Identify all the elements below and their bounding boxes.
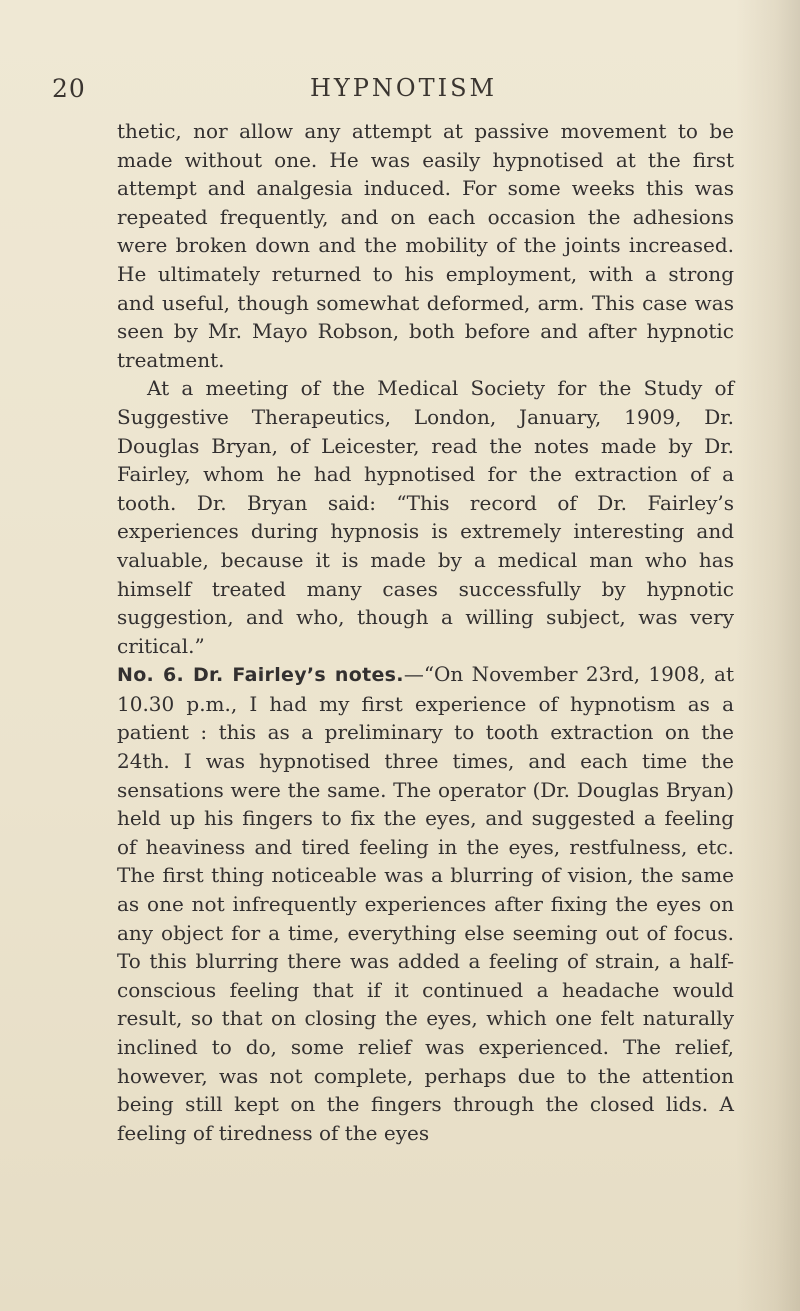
body-text (117, 117, 734, 1147)
section-label: No. 6. Dr. Fairley’s notes. (117, 664, 404, 687)
paragraph-fairley-notes-text: —“On November 23rd, 1908, at 10.30 p.m., I had my first experience of hypnotism as a patient : this as a preliminary to tooth extraction on the 24th. I was hypnotised three times, and each time the sensations were the same. The operator (Dr. Douglas Bryan) held up his fingers to fix the eyes, and suggested a feeling of heaviness and tired feeling in the eyes, restfulness, etc. The first thing noticeable was a blurring of vision, the same as one not infrequently experiences after fixing the eyes on any object for a time, everything else seeming out of focus. To this blurring there was added a feeling of strain, a half-conscious feeling that if it continued a headache would result, so that on closing the eyes, which one felt naturally inclined to do, some relief was experienced. The relief, however, was not complete, perhaps due to the attention being still kept on the fingers through the closed lids. A feeling of tiredness of the eyes (117, 662, 734, 1145)
paragraph-fairley-notes (117, 660, 734, 1147)
paragraph-case-continuation: thetic, nor allow any attempt at passive movement to be made without one. He was easily hypnotised at the first attempt and analgesia induced. For some weeks this was repeated frequently, and on each occasion the adhesions were broken down and the mobility of the joints increased. He ultimately returned to his employment, with a strong and useful, though somewhat deformed, arm. This case was seen by Mr. Mayo Robson, both before and after hypnotic treatment. (117, 119, 734, 372)
running-title: HYPNOTISM (310, 74, 498, 102)
paragraph-medical-society: At a meeting of the Medical Society for the Study of Suggestive Therapeutics, London, January, 1909, Dr. Douglas Bryan, of Leicester, read the notes made by Dr. Fairley, whom he had hypnotised for the extraction of a tooth. Dr. Bryan said: “This record of Dr. Fairley’s experiences during hypnosis is extremely interesting and valuable, because it is made by a medical man who has himself treated many cases successfully by hypnotic suggestion, and who, though a willing subject, was very critical.” (117, 376, 734, 658)
page-number: 20 (52, 74, 86, 103)
page-header (0, 70, 800, 110)
